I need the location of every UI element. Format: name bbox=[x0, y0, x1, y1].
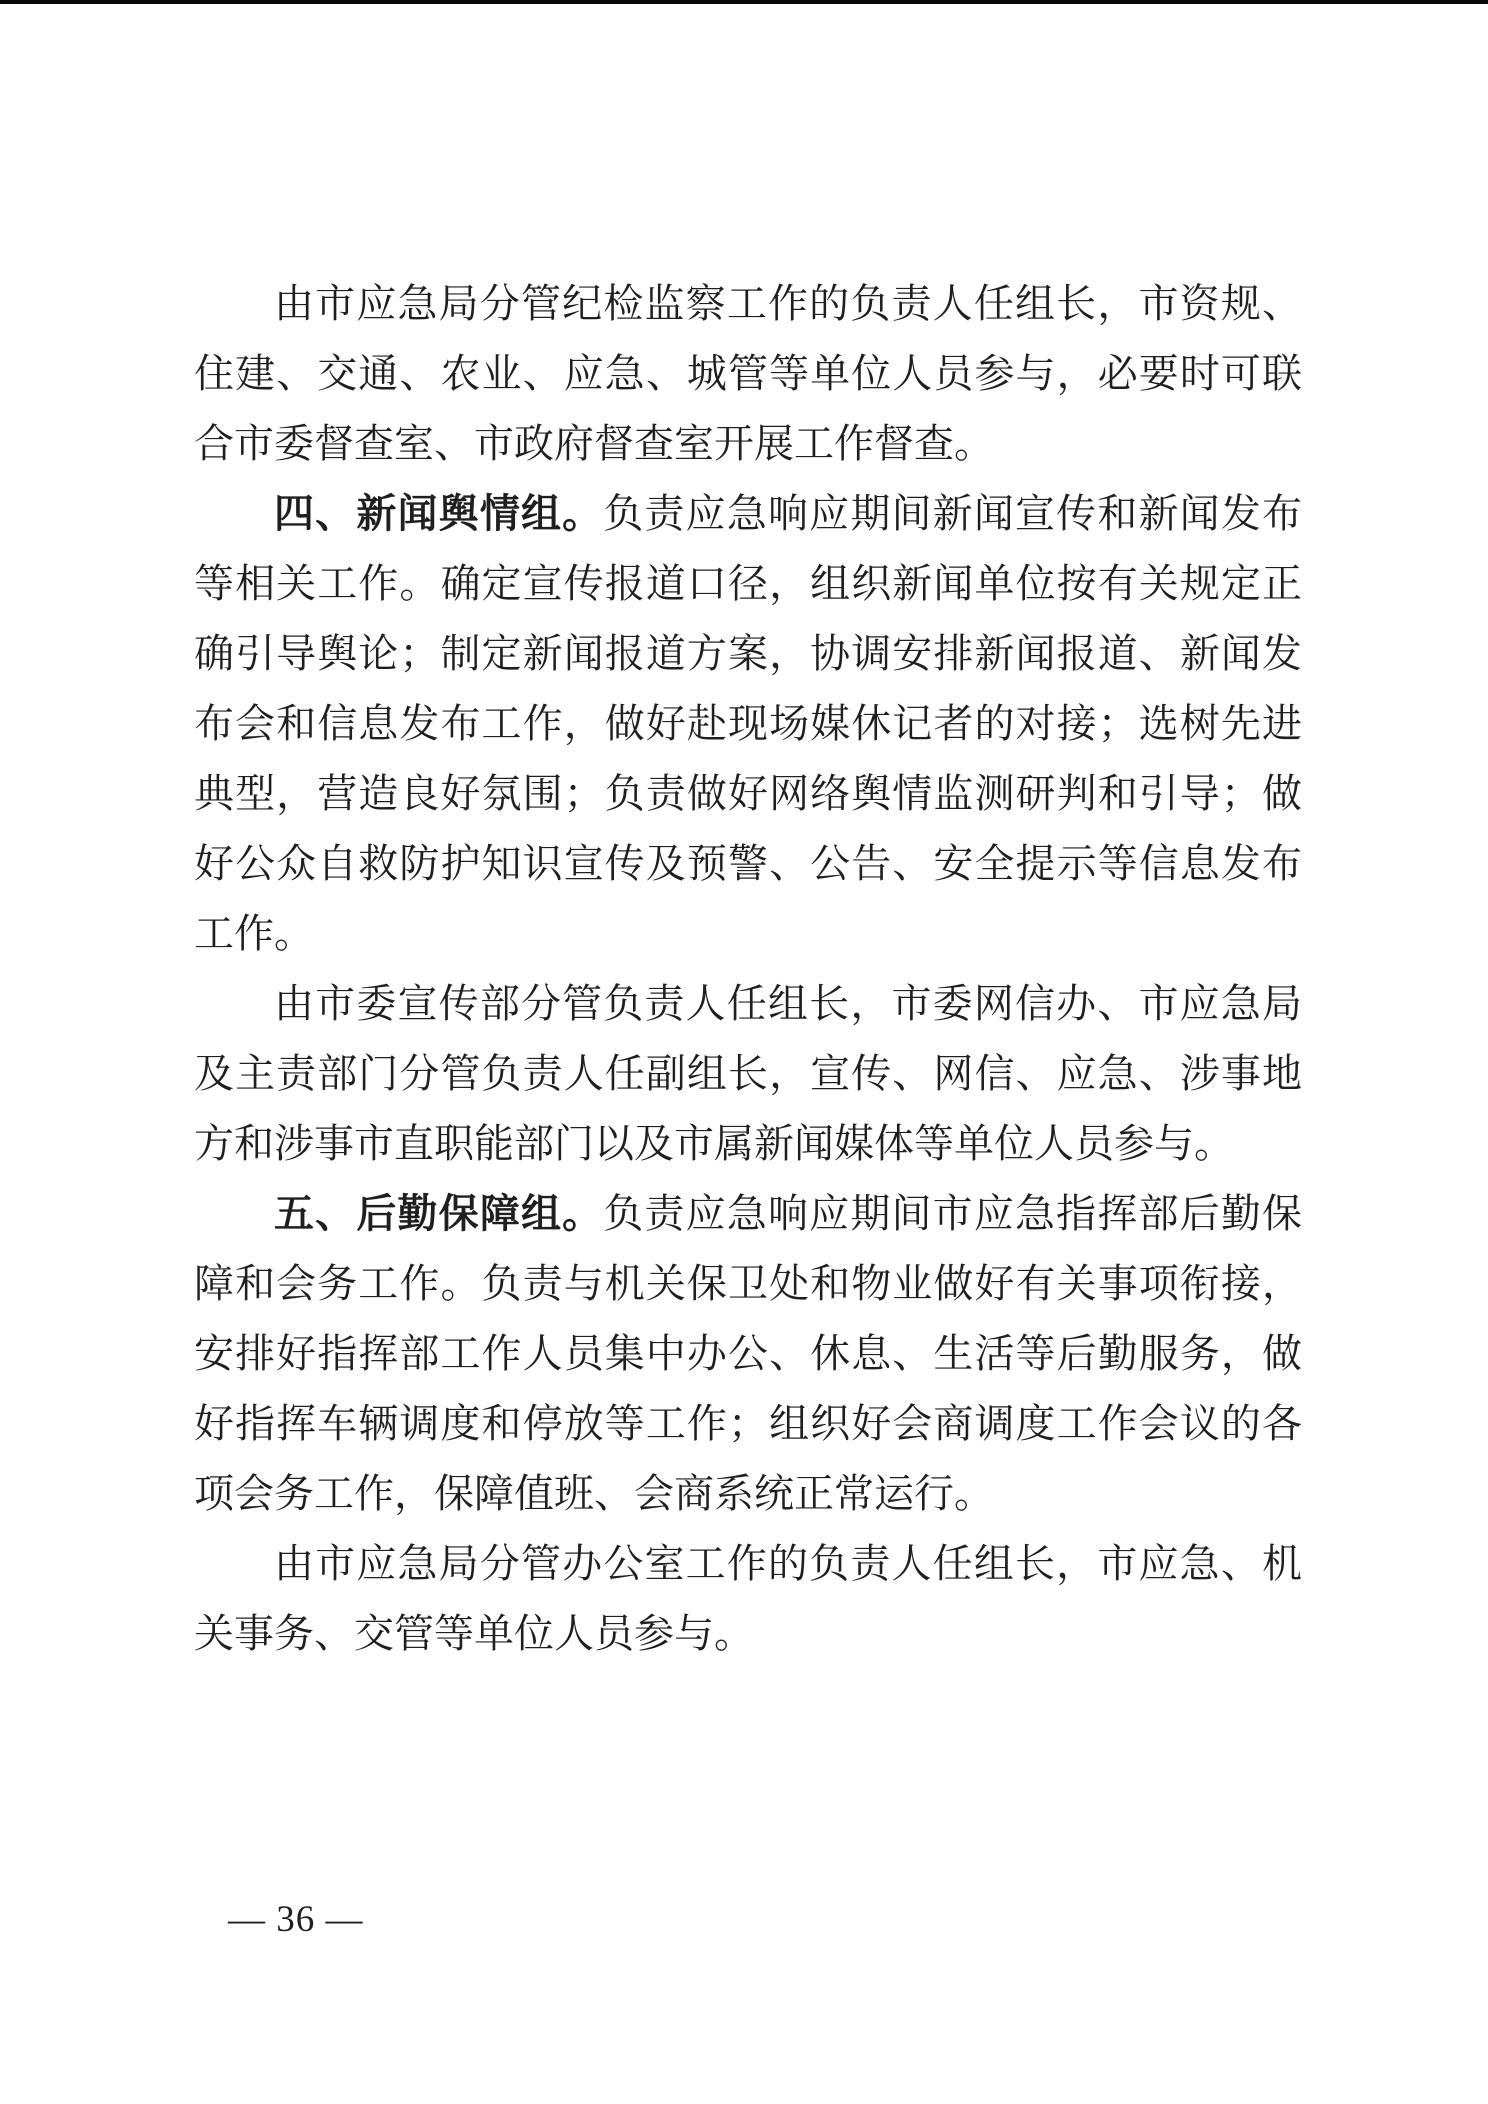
page-footer bbox=[228, 1898, 364, 1942]
paragraph-text: 负责应急响应期间市应急指挥部后勤保障和会务工作。负责与机关保卫处和物业做好有关事项衔接，安排好指挥部工作人员集中办公、休息、生活等后勤服务，做好指挥车辆调度和停放等工作；组织好会商调度工作会议的各项会务工作，保障值班、会商系统正常运行。 bbox=[194, 1191, 1303, 1516]
paragraph-supervision-members bbox=[194, 269, 1302, 479]
section-heading-news-opinion-group: 四、新闻舆情组。 bbox=[274, 492, 604, 536]
paragraph-logistics-support-group bbox=[194, 1179, 1302, 1529]
section-heading-logistics-support-group: 五、后勤保障组。 bbox=[274, 1192, 604, 1236]
scan-artifact-top-edge bbox=[0, 0, 1488, 4]
page-number: — 36 — bbox=[228, 1899, 364, 1940]
document-body bbox=[194, 269, 1302, 1669]
paragraph-text: 由市应急局分管办公室工作的负责人任组长，市应急、机关事务、交管等单位人员参与。 bbox=[194, 1541, 1302, 1656]
paragraph-logistics-group-members bbox=[194, 1529, 1302, 1669]
paragraph-text: 由市应急局分管纪检监察工作的负责人任组长，市资规、住建、交通、农业、应急、城管等单位人员参与，必要时可联合市委督查室、市政府督查室开展工作督查。 bbox=[194, 281, 1302, 466]
paragraph-news-group-members bbox=[194, 969, 1302, 1179]
paragraph-text: 由市委宣传部分管负责人任组长，市委网信办、市应急局及主责部门分管负责人任副组长，宣传、网信、应急、涉事地方和涉事市直职能部门以及市属新闻媒体等单位人员参与。 bbox=[194, 981, 1302, 1166]
paragraph-text: 负责应急响应期间新闻宣传和新闻发布等相关工作。确定宣传报道口径，组织新闻单位按有关规定正确引导舆论；制定新闻报道方案，协调安排新闻报道、新闻发布会和信息发布工作，做好赴现场媒休记者的对接；选树先进典型，营造良好氛围；负责做好网络舆情监测研判和引导；做好公众自救防护知识宣传及预警、公告、安全提示等信息发布工作。 bbox=[194, 491, 1303, 956]
paragraph-news-opinion-group bbox=[194, 479, 1302, 969]
